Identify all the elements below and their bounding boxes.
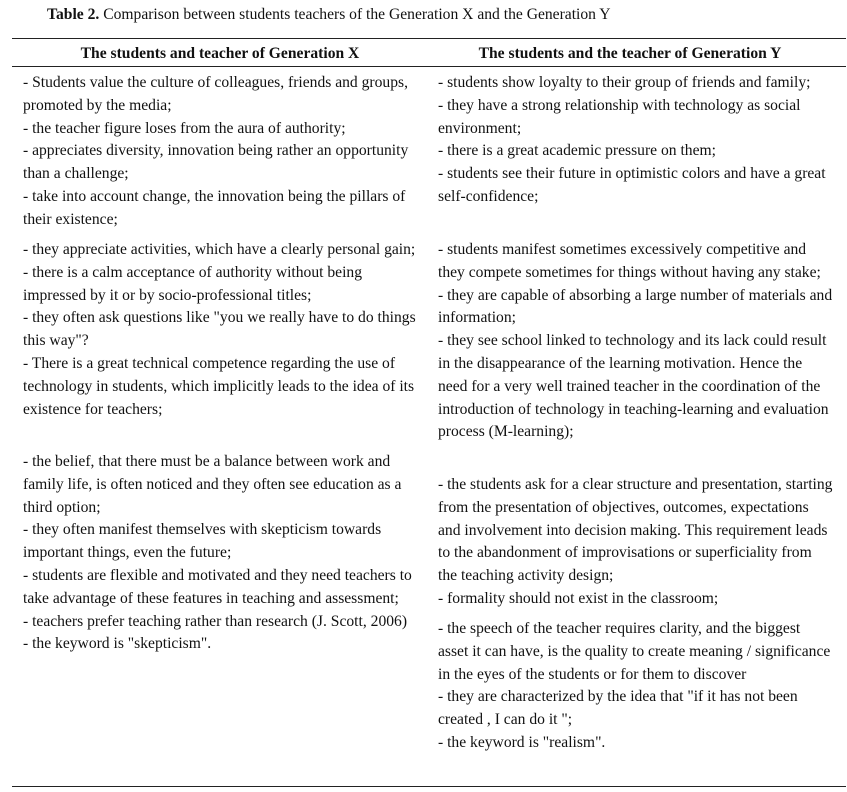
table-cell-y-row-4 [438,618,833,755]
list-item: - they often manifest themselves with skepticism towards important things, even the future; [23,521,382,562]
column-header-generation-x: The students and teacher of Generation X [80,45,360,62]
table-header-rule [12,66,846,67]
table-cell-x-row-3 [23,451,425,656]
list-item: - the keyword is "realism". [438,733,606,751]
list-item: - they see school linked to technology and its lack could result in the disappearance of the learning motivation. Hence the need for a very well trained teacher in the coordination of the introduction of technology in teaching-learning and evaluation process (M-learning); [438,332,829,441]
list-item: - students manifest sometimes excessively competitive and they compete sometimes for things without having any stake; [438,241,821,281]
list-item: - the teacher figure loses from the aura of authority; [23,119,346,137]
table-caption-label: Table 2. [47,6,100,23]
list-item: - the keyword is "skepticism". [23,635,212,653]
table-caption [47,5,611,25]
list-item: - they often ask questions like "you we really have to do things this way"? [23,309,416,350]
list-item: - formality should not exist in the classroom; [438,589,719,607]
list-item: - take into account change, the innovation being the pillars of their existence; [23,187,406,228]
table-caption-text: Comparison between students teachers of the Generation X and the Generation Y [99,6,611,23]
list-item: - they are capable of absorbing a large number of materials and information; [438,286,833,327]
table-cell-x-row-1 [23,72,425,232]
list-item: - the students ask for a clear structure and presentation, starting from the presentation of objectives, outcomes, expectations and involvement into decision making. This requirement leads to the abandonment of improvisations or superficiality from the teaching activity design; [438,476,833,585]
table-top-rule [12,38,846,39]
list-item: - teachers prefer teaching rather than research (J. Scott, 2006) [23,612,408,630]
list-item: - Students value the culture of colleagues, friends and groups, promoted by the media; [23,74,408,114]
table-cell-x-row-2 [23,239,425,421]
list-item: - the belief, that there must be a balance between work and family life, is often noticed and they often see education as a third option; [23,453,402,516]
table-cell-y-row-1 [438,72,833,209]
table-bottom-rule [12,786,846,787]
list-item: - appreciates diversity, innovation being rather an opportunity than a challenge; [23,142,409,183]
table-cell-y-row-3 [438,474,833,611]
list-item: - the speech of the teacher requires clarity, and the biggest asset it can have, is the quality to create meaning / significance in the eyes of the students or for them to discover [438,620,831,683]
table-cell-y-row-2 [438,239,833,444]
column-header-generation-y: The students and the teacher of Generation Y [478,45,782,62]
list-item: - students are flexible and motivated and they need teachers to take advantage of these features in teaching and assessment; [23,566,412,607]
list-item: - students see their future in optimistic colors and have a great self-confidence; [438,165,826,205]
list-item: - There is a great technical competence regarding the use of technology in students, which implicitly leads to the idea of its existence for teachers; [23,354,415,418]
list-item: - they appreciate activities, which have a clearly personal gain; [23,241,416,258]
list-item: - they are characterized by the idea that "if it has not been created , I can do it "; [438,688,798,729]
list-item: - they have a strong relationship with technology as social environment; [438,96,801,137]
list-item: - there is a great academic pressure on them; [438,142,716,160]
list-item: - students show loyalty to their group of friends and family; [438,74,811,91]
list-item: - there is a calm acceptance of authority without being impressed by it or by socio-professional titles; [23,263,363,304]
